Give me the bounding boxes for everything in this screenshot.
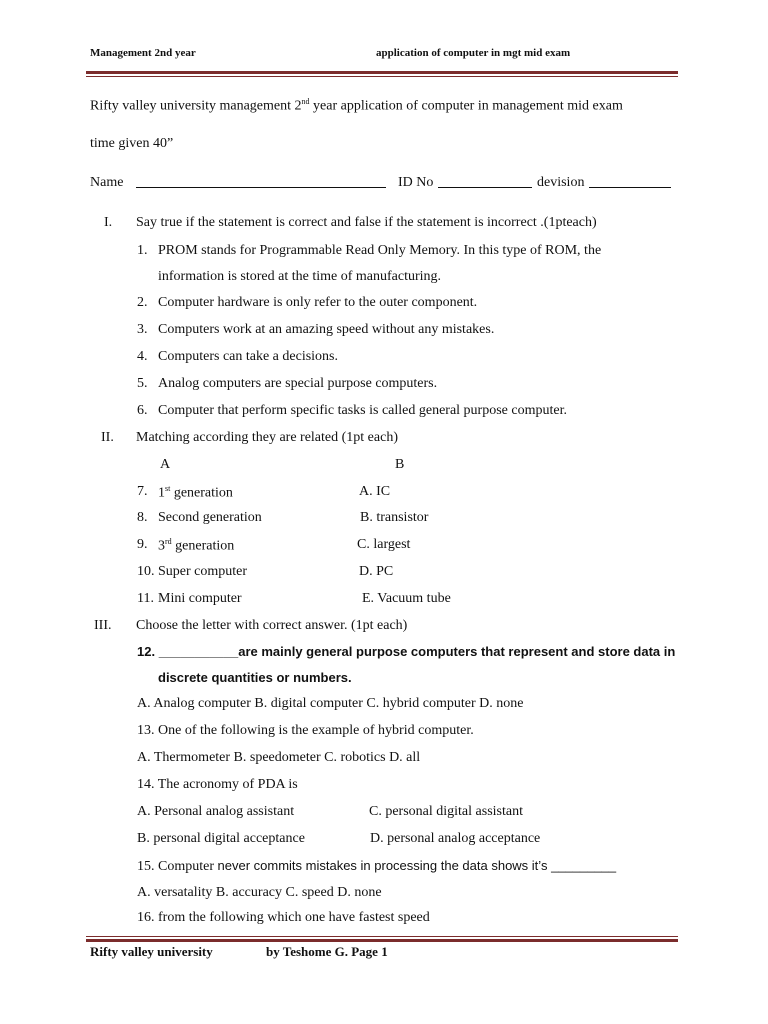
question-number: 6. [137, 403, 148, 418]
section-1-number: I. [104, 215, 113, 230]
section-2-number: II. [101, 430, 114, 445]
question-13-options: A. Thermometer B. speedometer C. robotics D. all [137, 750, 421, 765]
match-item-b: C. largest [357, 537, 411, 552]
question-13: 13. One of the following is the example of hybrid computer. [137, 723, 474, 738]
question-number: 2. [137, 295, 148, 310]
id-field[interactable] [438, 187, 532, 188]
match-item-a: 3rd generation [158, 537, 235, 554]
question-14-option-c: C. personal digital assistant [369, 804, 523, 819]
question-text: Computers can take a decisions. [158, 349, 339, 364]
column-b-header: B [395, 457, 405, 472]
name-label: Name [90, 175, 124, 190]
question-number: 10. [137, 564, 155, 579]
exam-title: Rifty valley university management 2nd year application of computer in management mid exam [90, 97, 623, 114]
header-right: application of computer in mgt mid exam [376, 47, 571, 59]
question-16: 16. from the following which one have fastest speed [137, 910, 430, 925]
match-item-b: D. PC [359, 564, 394, 579]
question-number: 7. [137, 484, 148, 499]
question-number: 1. [137, 243, 148, 258]
section-3-number: III. [94, 618, 112, 633]
name-field[interactable] [136, 187, 386, 188]
match-item-a: Second generation [158, 510, 262, 525]
question-14-option-b: B. personal digital acceptance [137, 831, 305, 846]
question-number: 4. [137, 349, 148, 364]
question-text: Computers work at an amazing speed without any mistakes. [158, 322, 495, 337]
id-label: ID No [398, 175, 434, 190]
column-a-header: A [160, 457, 171, 472]
section-3-title: Choose the letter with correct answer. (1pt each) [136, 618, 408, 633]
question-number: 5. [137, 376, 148, 391]
question-12-cont: discrete quantities or numbers. [158, 670, 352, 685]
question-15-options: A. versatality B. accuracy C. speed D. none [137, 885, 382, 900]
match-item-b: B. transistor [360, 510, 429, 525]
match-item-a: 1st generation [158, 484, 233, 501]
footer-university: Rifty valley university [90, 944, 213, 959]
question-text: Computer that perform specific tasks is called general purpose computer. [158, 403, 567, 418]
question-12-options: A. Analog computer B. digital computer C. hybrid computer D. none [137, 696, 524, 711]
question-14: 14. The acronomy of PDA is [137, 777, 298, 792]
footer-author-page: by Teshome G. Page 1 [266, 944, 388, 959]
question-12: 12. ___________are mainly general purpose computers that represent and store data in [137, 644, 676, 659]
question-14-option-a: A. Personal analog assistant [137, 804, 295, 819]
question-text: Computer hardware is only refer to the outer component. [158, 295, 478, 310]
match-item-a: Super computer [158, 564, 248, 579]
header-rule [86, 71, 678, 77]
question-text: information is stored at the time of manufacturing. [158, 269, 442, 284]
match-item-a: Mini computer [158, 591, 242, 606]
division-label: devision [537, 175, 585, 190]
question-text: PROM stands for Programmable Read Only Memory. In this type of ROM, the [158, 243, 602, 258]
match-item-b: A. IC [359, 484, 391, 499]
question-number: 9. [137, 537, 148, 552]
question-number: 11. [137, 591, 154, 606]
footer-rule [86, 936, 678, 942]
question-15: 15. Computer never commits mistakes in processing the data shows it’s _________ [137, 858, 617, 874]
division-field[interactable] [589, 187, 671, 188]
question-number: 8. [137, 510, 148, 525]
question-text: Analog computers are special purpose computers. [158, 376, 438, 391]
question-number: 3. [137, 322, 148, 337]
match-item-b: E. Vacuum tube [362, 591, 451, 606]
header-left: Management 2nd year [90, 47, 196, 59]
section-1-title: Say true if the statement is correct and false if the statement is incorrect .(1pteach) [136, 215, 597, 230]
time-given: time given 40” [90, 136, 174, 151]
question-14-option-d: D. personal analog acceptance [370, 831, 541, 846]
section-2-title: Matching according they are related (1pt each) [136, 430, 398, 445]
